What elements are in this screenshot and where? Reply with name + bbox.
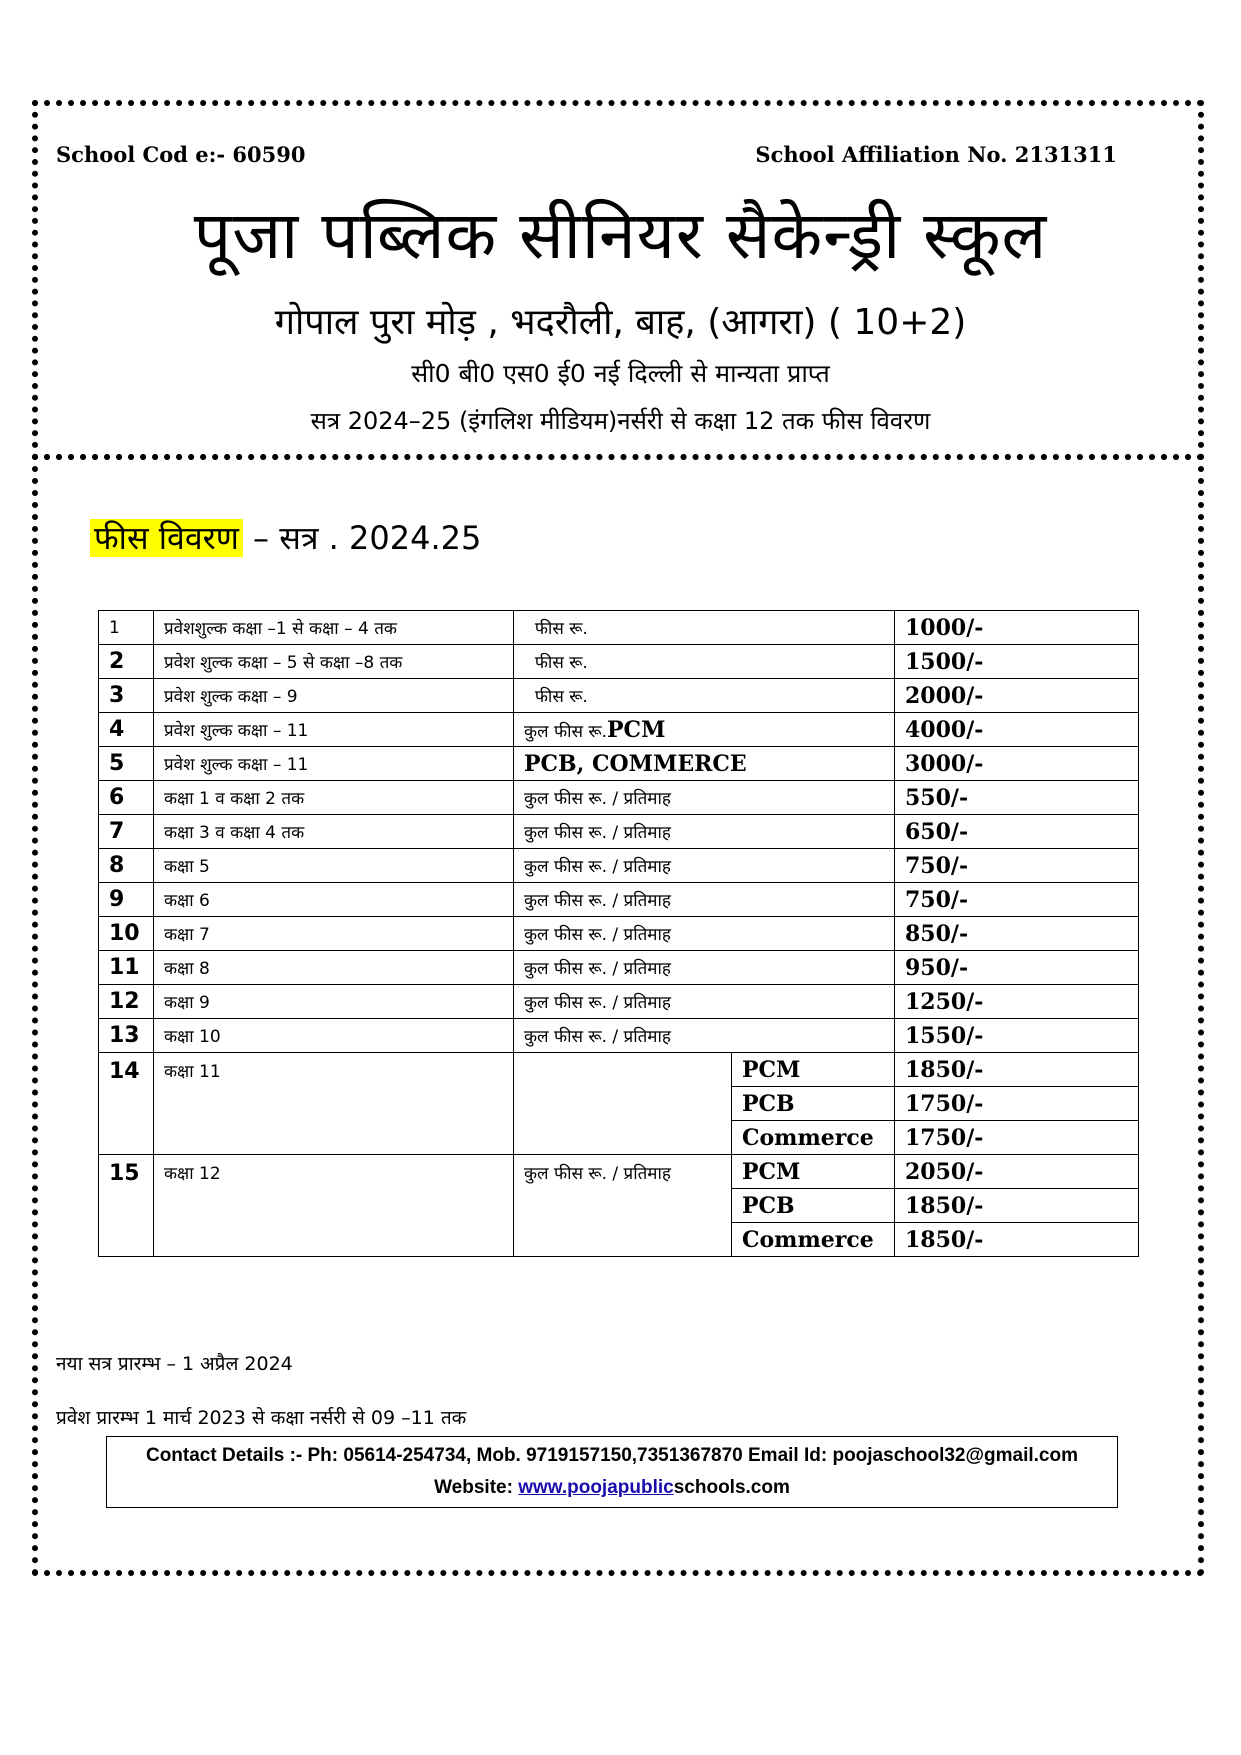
row-number: 11 [99, 951, 154, 985]
row-number: 10 [99, 917, 154, 951]
table-row [99, 679, 1139, 713]
row-description: प्रवेश शुल्क कक्षा – 11 [154, 713, 514, 747]
stream-name: PCM [732, 1155, 895, 1189]
school-name: पूजा पब्लिक सीनियर सैकेन्ड्री स्कूल [193, 197, 1048, 274]
row-fee-type: कुल फीस रू. / प्रतिमाह [514, 781, 895, 815]
row-number: 4 [99, 713, 154, 747]
table-row [99, 951, 1139, 985]
row-amount: 1000/- [895, 611, 1139, 645]
stream-name: PCB [732, 1189, 895, 1223]
row-fee-type [514, 1053, 732, 1155]
contact-box [106, 1436, 1118, 1508]
row-number: 1 [99, 611, 154, 645]
row-amount: 750/- [895, 849, 1139, 883]
table-row-class12-pcm [99, 1155, 1139, 1189]
row-fee-type: कुल फीस रू. / प्रतिमाह [514, 1019, 895, 1053]
row-description: प्रवेशशुल्क कक्षा –1 से कक्षा – 4 तक [154, 611, 514, 645]
row-description: कक्षा 6 [154, 883, 514, 917]
row-amount: 1750/- [895, 1121, 1139, 1155]
table-row [99, 849, 1139, 883]
row-fee-type: फीस रू. [514, 645, 895, 679]
row-amount: 4000/- [895, 713, 1139, 747]
row-amount: 1500/- [895, 645, 1139, 679]
row-fee-type: कुल फीस रू. / प्रतिमाह [514, 883, 895, 917]
table-row [99, 781, 1139, 815]
table-row [99, 611, 1139, 645]
row-amount: 950/- [895, 951, 1139, 985]
row-fee-type: कुल फीस रू. / प्रतिमाह [514, 951, 895, 985]
row-fee-type: कुल फीस रू.PCM [514, 713, 895, 747]
website-line [107, 1477, 1117, 1499]
affiliation-number: School Affiliation No. 2131311 [755, 142, 1117, 167]
row-number: 2 [99, 645, 154, 679]
row-fee-type: कुल फीस रू. / प्रतिमाह [514, 985, 895, 1019]
website-suffix: schools.com [673, 1477, 790, 1498]
row-fee-type: कुल फीस रू. / प्रतिमाह [514, 849, 895, 883]
affiliation-text: सी0 बी0 एस0 ई0 नई दिल्ली से मान्यता प्राप्त [411, 359, 830, 388]
row-stream: PCB, COMMERCE [514, 747, 895, 781]
row-number: 6 [99, 781, 154, 815]
row-amount: 1850/- [895, 1223, 1139, 1257]
row-number: 5 [99, 747, 154, 781]
row-description: प्रवेश शुल्क कक्षा – 11 [154, 747, 514, 781]
row-number: 14 [99, 1053, 154, 1155]
row-amount: 850/- [895, 917, 1139, 951]
row-fee-type: फीस रू. [514, 679, 895, 713]
row-number: 9 [99, 883, 154, 917]
row-description: कक्षा 12 [154, 1155, 514, 1257]
website-label: Website: [434, 1477, 519, 1498]
row-description: कक्षा 9 [154, 985, 514, 1019]
row-amount: 750/- [895, 883, 1139, 917]
school-address: गोपाल पुरा मोड़ , भदरौली, बाह, (आगरा) ( 10+2) [274, 302, 967, 343]
table-row-class11-pcm [99, 1053, 1139, 1087]
row-description: कक्षा 1 व कक्षा 2 तक [154, 781, 514, 815]
row-description: कक्षा 8 [154, 951, 514, 985]
table-row [99, 713, 1139, 747]
row-description: कक्षा 10 [154, 1019, 514, 1053]
table-row [99, 747, 1139, 781]
row-description: प्रवेश शुल्क कक्षा – 9 [154, 679, 514, 713]
stream-name: Commerce [732, 1121, 895, 1155]
row-number: 15 [99, 1155, 154, 1257]
school-code: School Cod e:- 60590 [56, 142, 306, 167]
stream-name: Commerce [732, 1223, 895, 1257]
row-amount: 650/- [895, 815, 1139, 849]
table-row [99, 917, 1139, 951]
admission-note: प्रवेश प्रारम्भ 1 मार्च 2023 से कक्षा नर्सरी से 09 –11 तक [56, 1407, 467, 1429]
row-description: कक्षा 3 व कक्षा 4 तक [154, 815, 514, 849]
row-description: प्रवेश शुल्क कक्षा – 5 से कक्षा –8 तक [154, 645, 514, 679]
session-line: सत्र 2024–25 (इंगलिश मीडियम)नर्सरी से कक्षा 12 तक फीस विवरण [310, 407, 931, 435]
row-description: कक्षा 7 [154, 917, 514, 951]
stream-name: PCB [732, 1087, 895, 1121]
row-amount: 2000/- [895, 679, 1139, 713]
row-number: 8 [99, 849, 154, 883]
row-description: कक्षा 5 [154, 849, 514, 883]
row-number: 7 [99, 815, 154, 849]
row-amount: 550/- [895, 781, 1139, 815]
row-stream: PCM [607, 716, 666, 743]
table-row [99, 883, 1139, 917]
fee-heading-rest: – सत्र . 2024.25 [242, 519, 482, 557]
fee-heading-highlight: फीस विवरण [90, 519, 243, 557]
row-description: कक्षा 11 [154, 1053, 514, 1155]
new-session-note: नया सत्र प्रारम्भ – 1 अप्रैल 2024 [56, 1353, 293, 1375]
row-amount: 1250/- [895, 985, 1139, 1019]
table-row [99, 645, 1139, 679]
row-amount: 1850/- [895, 1189, 1139, 1223]
table-row [99, 985, 1139, 1019]
row-fee-type: कुल फीस रू. / प्रतिमाह [514, 1155, 732, 1257]
table-row [99, 1019, 1139, 1053]
row-number: 12 [99, 985, 154, 1019]
row-fee-type: कुल फीस रू. / प्रतिमाह [514, 815, 895, 849]
row-amount: 1550/- [895, 1019, 1139, 1053]
row-amount: 1850/- [895, 1053, 1139, 1087]
row-number: 13 [99, 1019, 154, 1053]
contact-details: Contact Details :- Ph: 05614-254734, Mob. 9719157150,7351367870 Email Id: poojaschool32@gmail.com [145, 1445, 1078, 1466]
website-link[interactable]: www.poojapublic [518, 1477, 674, 1498]
row-amount: 1750/- [895, 1087, 1139, 1121]
row-amount: 2050/- [895, 1155, 1139, 1189]
table-row [99, 815, 1139, 849]
row-number: 3 [99, 679, 154, 713]
fee-table [98, 610, 1139, 1257]
fee-heading [90, 516, 481, 559]
stream-name: PCM [732, 1053, 895, 1087]
row-amount: 3000/- [895, 747, 1139, 781]
row-fee-type: फीस रू. [514, 611, 895, 645]
row-fee-type: कुल फीस रू. / प्रतिमाह [514, 917, 895, 951]
